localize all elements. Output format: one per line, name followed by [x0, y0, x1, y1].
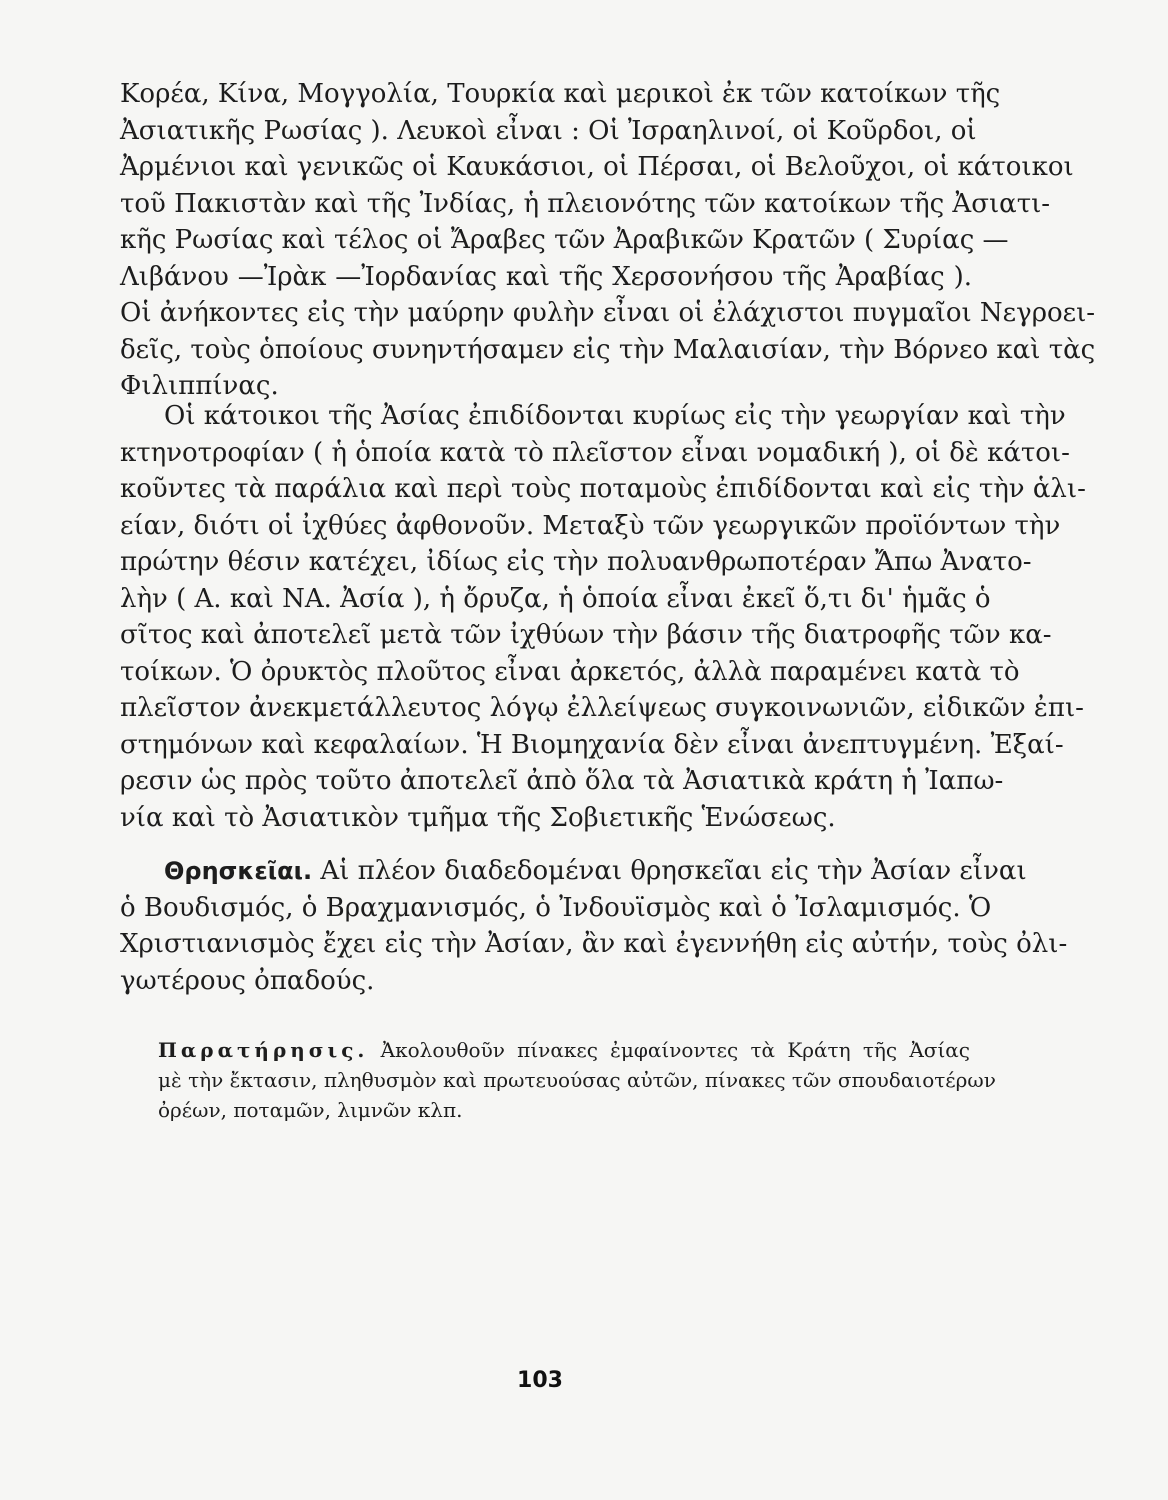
text-line: νία καὶ τὸ Ἀσιατικὸν τμῆμα τῆς Σοβιετικῆς Ἑνώσεως. [120, 802, 836, 833]
text-line: τοίκων. Ὁ ὀρυκτὸς πλοῦτος εἶναι ἀρκετός, ἀλλὰ παραμένει κατὰ τὸ [120, 656, 1020, 687]
text-line: πλεῖστον ἀνεκμετάλλευτος λόγῳ ἐλλείψεως συγκοινωνιῶν, εἰδικῶν ἐπι- [120, 693, 1084, 723]
paragraph-population-races [120, 76, 1096, 405]
text-line: Οἱ ἀνήκοντες εἰς τὴν μαύρην φυλὴν εἶναι οἱ ἐλάχιστοι πυγμαῖοι Νεγροει- [120, 298, 1096, 328]
text-line: σῖτος καὶ ἀποτελεῖ μετὰ τῶν ἰχθύων τὴν βάσιν τῆς διατροφῆς τῶν κα- [120, 620, 1052, 650]
text-line: ρεσιν ὡς πρὸς τοῦτο ἀποτελεῖ ἀπὸ ὅλα τὰ Ἀσιατικὰ κράτη ἡ Ἰαπω- [120, 766, 1004, 796]
heading-line-text: Αἱ πλέον διαδεδομέναι θρησκεῖαι εἰς τὴν Ἀσίαν εἶναι [320, 856, 1027, 886]
text-line: κτηνοτροφίαν ( ἡ ὁποία κατὰ τὸ πλεῖστον εἶναι νομαδική ), οἱ δὲ κάτοι- [120, 437, 1070, 468]
text-line: ὀρέων, ποταμῶν, λιμνῶν κλπ. [158, 1098, 463, 1122]
text-line: τοῦ Πακιστὰν καὶ τῆς Ἰνδίας, ἡ πλειονότης τῶν κατοίκων τῆς Ἀσιατι- [120, 188, 1051, 219]
section-heading: Θρησκεῖαι. [164, 857, 313, 885]
text-line: ὁ Βουδισμός, ὁ Βραχμανισμός, ὁ Ἰνδουϊσμὸς καὶ ὁ Ἰσλαμισμός. Ὁ [120, 892, 992, 923]
note-block [158, 1035, 996, 1125]
text-line: στημόνων καὶ κεφαλαίων. Ἡ Βιομηχανία δὲν εἶναι ἀνεπτυγμένη. Ἐξαί- [120, 729, 1064, 760]
text-line: δεῖς, τοὺς ὁποίους συνηντήσαμεν εἰς τὴν Μαλαισίαν, τὴν Βόρνεο καὶ τὰς [120, 334, 1096, 365]
note-line-text: Ἀκολουθοῦν πίνακες ἐμφαίνοντες τὰ Κράτη τῆς Ἀσίας [380, 1038, 971, 1062]
paragraph-religions [120, 853, 1068, 999]
paragraph-economy [120, 398, 1086, 836]
text-line: Φιλιππίνας. [120, 371, 279, 401]
text-line [120, 853, 1027, 890]
text-line: κῆς Ρωσίας καὶ τέλος οἱ Ἄραβες τῶν Ἀραβικῶν Κρατῶν ( Συρίας — [120, 225, 1009, 255]
text-line: κοῦντες τὰ παράλια καὶ περὶ τοὺς ποταμοὺς ἐπιδίδονται καὶ εἰς τὴν ἁλι- [120, 474, 1086, 504]
text-line: λὴν ( Α. καὶ ΝΑ. Ἀσία ), ἡ ὄρυζα, ἡ ὁποία εἶναι ἐκεῖ ὅ,τι δι' ἡμᾶς ὁ [120, 583, 991, 614]
note-label: Παρατήρησις. [158, 1038, 369, 1062]
text-line: γωτέρους ὀπαδούς. [120, 965, 375, 996]
text-line: Ἀσιατικῆς Ρωσίας ). Λευκοὶ εἶναι : Οἱ Ἰσραηλινοί, οἱ Κοῦρδοι, οἱ [120, 115, 977, 146]
text-line [158, 1035, 970, 1065]
text-line: Κορέα, Κίνα, Μογγολία, Τουρκία καὶ μερικοὶ ἐκ τῶν κατοίκων τῆς [120, 79, 1001, 109]
page-number: 103 [517, 1368, 563, 1393]
text-line: Οἱ κάτοικοι τῆς Ἀσίας ἐπιδίδονται κυρίως εἰς τὴν γεωργίαν καὶ τὴν [164, 401, 1066, 431]
text-line: Χριστιανισμὸς ἔχει εἰς τὴν Ἀσίαν, ἂν καὶ ἐγεννήθη εἰς αὐτήν, τοὺς ὀλι- [120, 929, 1068, 959]
text-line: μὲ τὴν ἔκτασιν, πληθυσμὸν καὶ πρωτευούσας αὐτῶν, πίνακες τῶν σπουδαιοτέρων [158, 1068, 996, 1092]
text-line: Ἀρμένιοι καὶ γενικῶς οἱ Καυκάσιοι, οἱ Πέρσαι, οἱ Βελοῦχοι, οἱ κάτοικοι [120, 152, 1074, 182]
text-line: πρώτην θέσιν κατέχει, ἰδίως εἰς τὴν πολυανθρωποτέραν Ἄπω Ἀνατο- [120, 547, 1032, 577]
text-line: είαν, διότι οἱ ἰχθύες ἀφθονοῦν. Μεταξὺ τῶν γεωργικῶν προϊόντων τὴν [120, 510, 1061, 541]
text-line: Λιβάνου —Ἰρὰκ —Ἰορδανίας καὶ τῆς Χερσονήσου τῆς Ἀραβίας ). [120, 261, 972, 292]
